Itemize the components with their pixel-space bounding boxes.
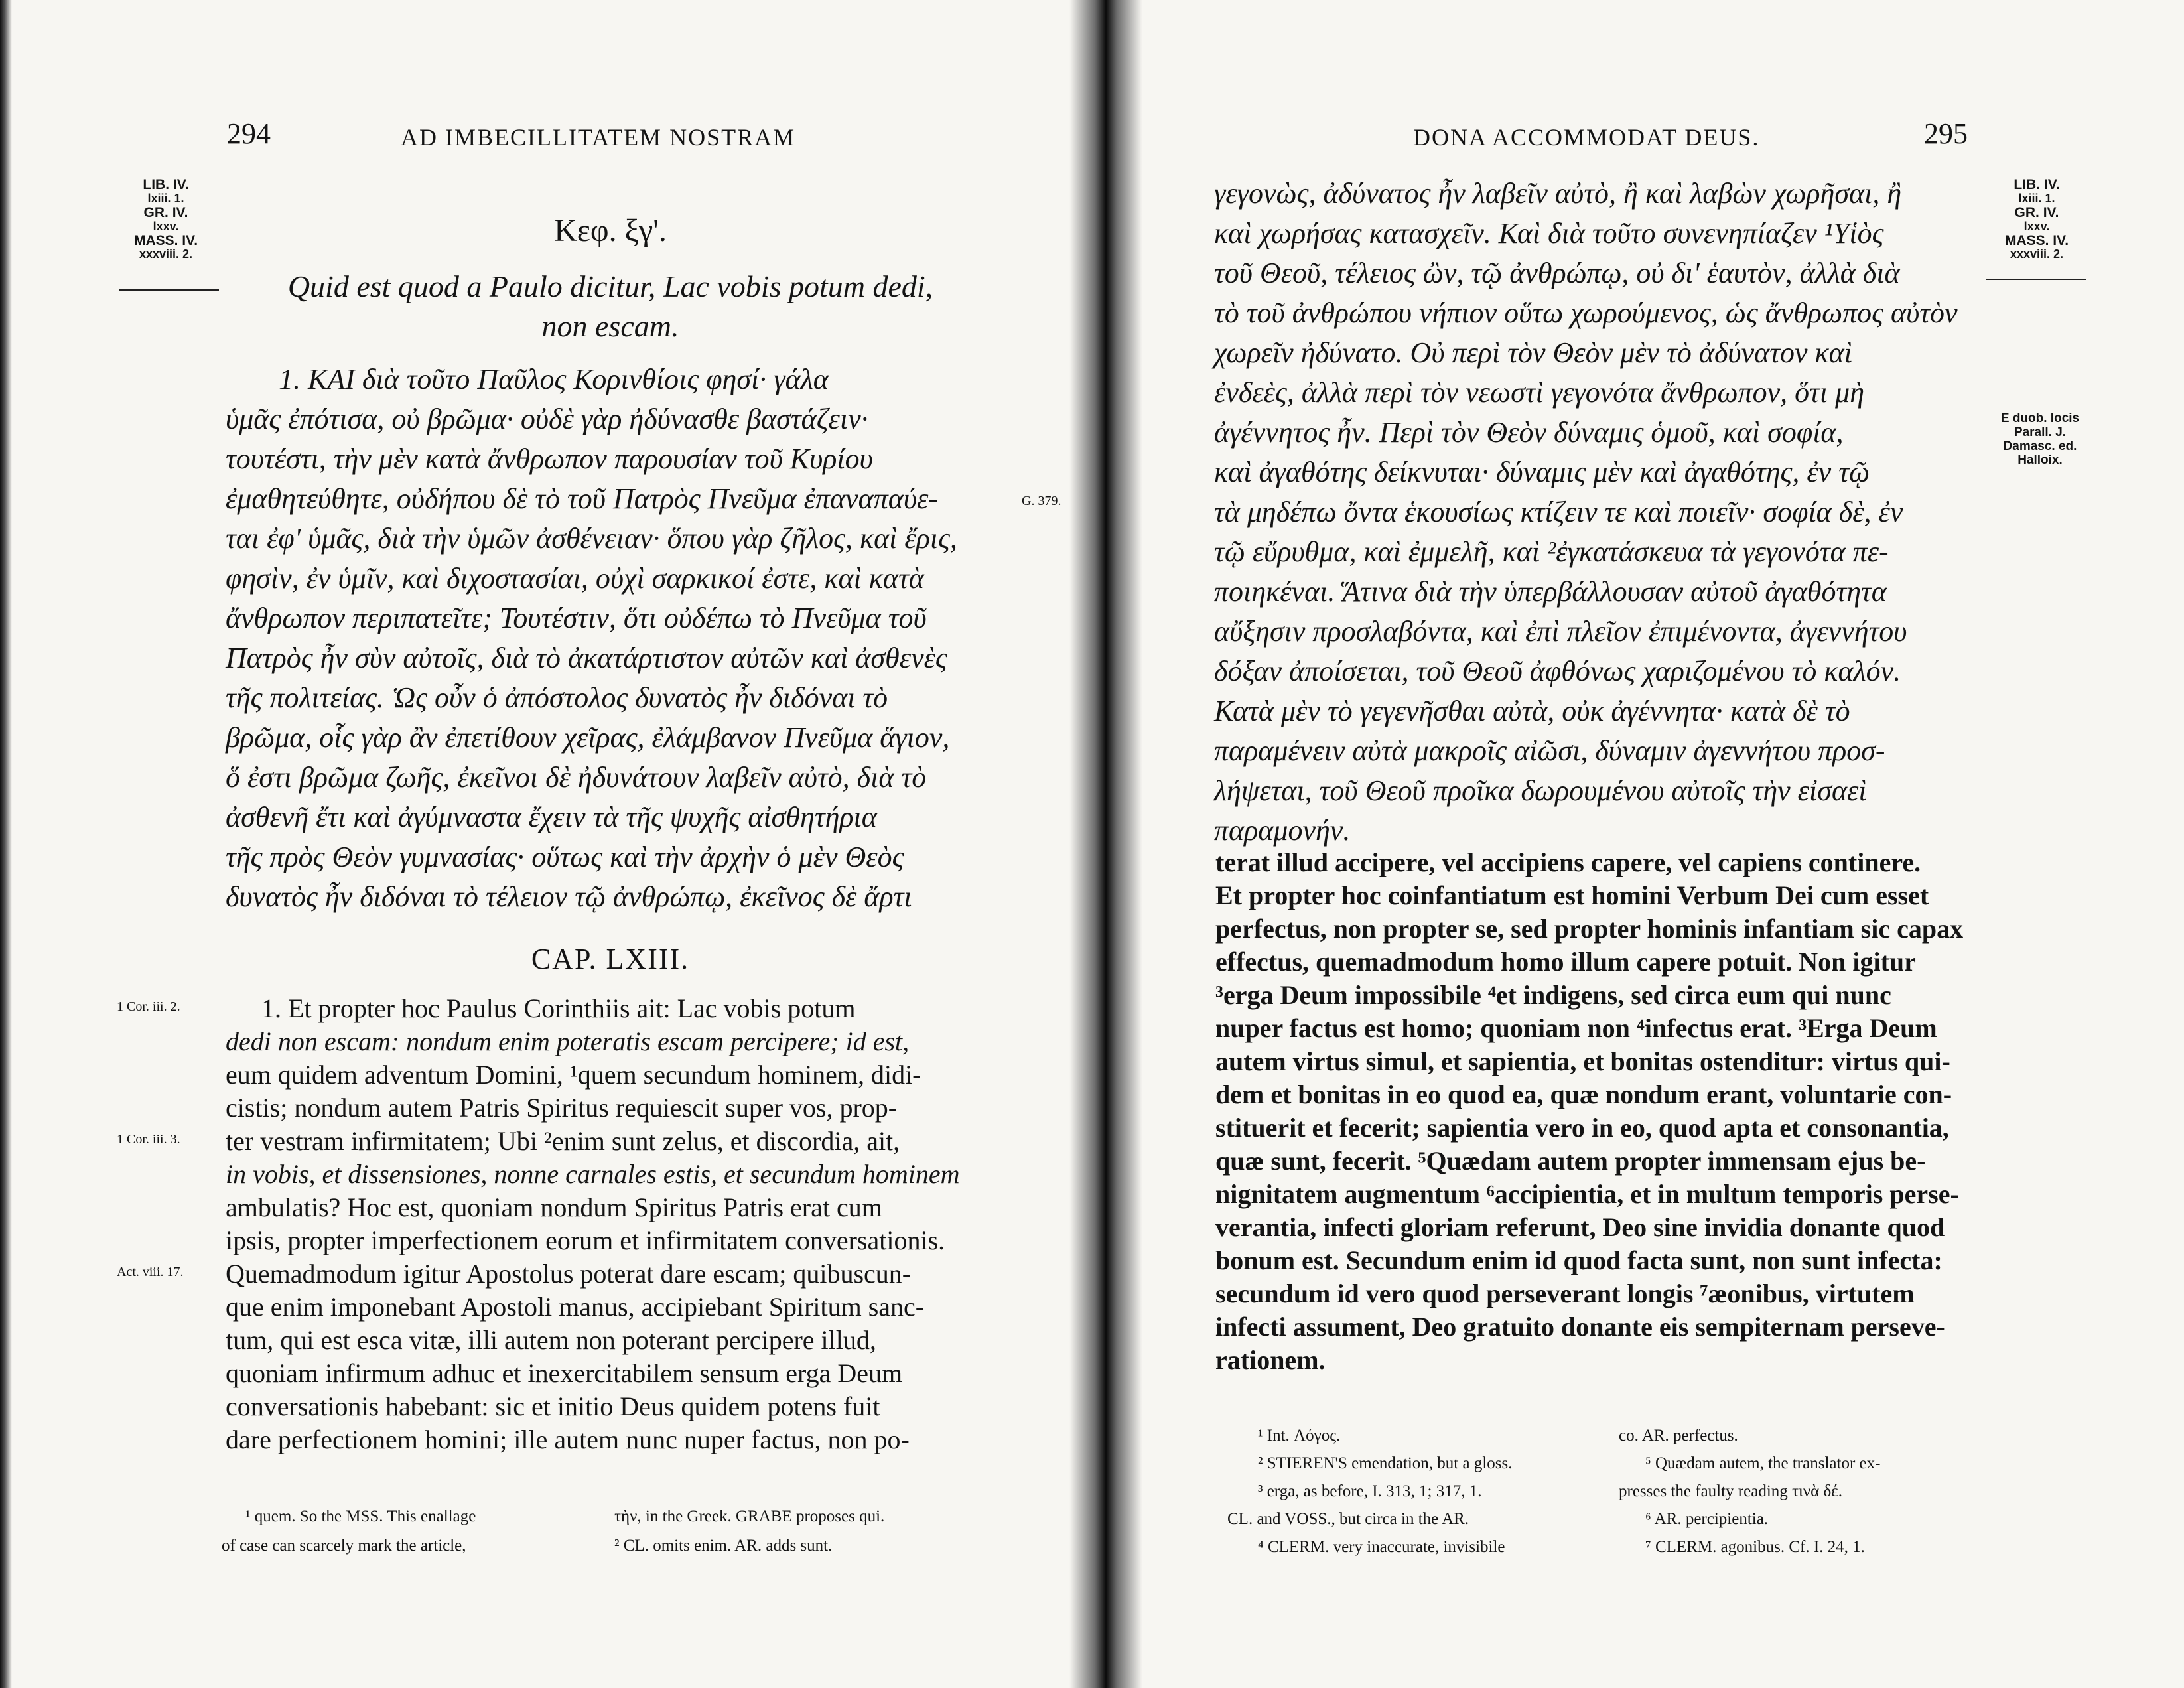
latin-line: nignitatem augmentum ⁶accipientia, et in multum temporis perse-: [1215, 1179, 1959, 1209]
right-page: [1101, 0, 2184, 1688]
footnote-line: co. AR. perfectus.: [1619, 1427, 1738, 1444]
scripture-reference: 1 Cor. iii. 3.: [117, 1132, 180, 1147]
latin-line: dedi non escam: nondum enim poteratis escam percipere; id est,: [226, 1026, 910, 1056]
greek-line: τὸ τοῦ ἀνθρώπου νήπιον οὕτω χωρούμενος, ὡς ἄνθρωπος αὐτὸν: [1214, 297, 1958, 329]
chapter-subtitle-line-1: Quid est quod a Paulo dicitur, Lac vobis potum dedi,: [287, 269, 933, 303]
latin-line: ambulatis? Hoc est, quoniam nondum Spiritus Patris erat cum: [226, 1192, 882, 1222]
footnote-line: ¹ Int. Λόγος.: [1258, 1427, 1341, 1444]
greek-line: ἄνθρωπον περιπατεῖτε; Τουτέστιν, ὅτι οὐδέπω τὸ Πνεῦμα τοῦ: [226, 602, 927, 634]
greek-line: παραμονήν.: [1214, 814, 1351, 847]
greek-line: δυνατὸς ἦν διδόναι τὸ τέλειον τῷ ἀνθρώπῳ, ἐκεῖνος δὲ ἄρτι: [226, 880, 912, 913]
greek-line: παραμένειν αὐτὰ μακροῖς αἰῶσι, δύναμιν ἀγεννήτου προσ-: [1214, 735, 1885, 767]
greek-line: γεγονὼς, ἀδύνατος ἦν λαβεῖν αὐτὸ, ἢ καὶ λαβὼν χωρῆσαι, ἢ: [1214, 177, 1902, 210]
footnote-line: ⁷ CLERM. agonibus. Cf. I. 24, 1.: [1645, 1538, 1865, 1556]
greek-line: ἀσθενῆ ἔτι καὶ ἀγύμναστα ἔχειν τὰ τῆς ψυχῆς αἰσθητήρια: [226, 801, 877, 833]
latin-line: nuper factus est homo; quoniam non ⁴infectus erat. ³Erga Deum: [1215, 1013, 1937, 1043]
footnote-line: ⁴ CLERM. very inaccurate, invisibile: [1258, 1538, 1505, 1556]
page-number: 295: [1924, 117, 1968, 150]
footnote-line: τὴν, in the Greek. GRABE proposes qui.: [614, 1508, 885, 1525]
latin-line: autem virtus simul, et sapientia, et bonitas ostenditur: virtus qui-: [1215, 1046, 1950, 1076]
source-margin-note: E duob. locis Parall. J. Damasc. ed. Halloix.: [2000, 411, 2080, 467]
greek-line: ἐνδεὲς, ἀλλὰ περὶ τὸν νεωστὶ γεγονότα ἄνθρωπον, ὅτι μὴ: [1214, 376, 1865, 409]
latin-line: secundum id vero quod perseverant longis ⁷æonibus, virtutem: [1215, 1279, 1915, 1308]
greek-line: ὑμᾶς ἐπότισα, οὐ βρῶμα· οὐδὲ γὰρ ἠδύνασθε βαστάζειν·: [226, 403, 868, 435]
greek-line: τῆς πολιτείας. Ὡς οὖν ὁ ἀπόστολος δυνατὸς ἦν διδόναι τὸ: [226, 681, 888, 714]
latin-line: dem et bonitas in eo quod ea, quæ nondum erant, voluntarie con-: [1215, 1080, 1952, 1109]
footnote-line: ⁵ Quædam autem, the translator ex-: [1645, 1454, 1881, 1472]
greek-line: χωρεῖν ἠδύνατο. Οὐ περὶ τὸν Θεὸν μὲν τὸ ἀδύνατον καὶ: [1214, 336, 1852, 369]
greek-line: δόξαν ἀποίσεται, τοῦ Θεοῦ ἀφθόνως χαριζομένου τὸ καλόν.: [1214, 655, 1901, 687]
latin-line: terat illud accipere, vel accipiens capere, vel capiens continere.: [1215, 847, 1921, 877]
book-gutter-shadow: [1069, 0, 1142, 1688]
running-head: AD IMBECILLITATEM NOSTRAM: [401, 124, 796, 151]
greek-chapter-heading: Κεφ. ξγ'.: [554, 213, 667, 248]
footnote-line: ⁶ AR. percipientia.: [1645, 1510, 1769, 1528]
latin-line: Et propter hoc coinfantiatum est homini Verbum Dei cum esset: [1215, 880, 1929, 910]
latin-line: quoniam infirmum adhuc et inexercitabilem sensum erga Deum: [226, 1358, 903, 1388]
latin-line: ter vestram infirmitatem; Ubi ²enim sunt zelus, et discordia, ait,: [226, 1126, 900, 1156]
latin-line: tum, qui est esca vitæ, illi autem non poterant percipere illud,: [226, 1325, 876, 1355]
footnote-line: ¹ quem. So the MSS. This enallage: [245, 1508, 476, 1525]
margin-reference: LIB. IV. lxiii. 1. GR. IV. lxxv. MASS. IV. xxxviii. 2.: [133, 177, 198, 261]
latin-chapter-heading: CAP. LXIII.: [531, 943, 690, 975]
scripture-reference: 1 Cor. iii. 2.: [117, 999, 180, 1014]
greek-line: καὶ χωρήσας κατασχεῖν. Καὶ διὰ τοῦτο συνενηπίαζεν ¹Υἱὸς: [1214, 217, 1884, 249]
latin-line: infecti assument, Deo gratuito donante eis sempiternam perseve-: [1215, 1312, 1945, 1342]
latin-line: rationem.: [1215, 1345, 1326, 1375]
chapter-subtitle-line-2: non escam.: [541, 309, 679, 343]
latin-line: perfectus, non propter se, sed propter hominis infantiam sic capax: [1215, 914, 1964, 944]
latin-line: quæ sunt, fecerit. ⁵Quædam autem propter immensam ejus be-: [1215, 1146, 1926, 1176]
latin-line: Quemadmodum igitur Apostolus poterat dare escam; quibuscun-: [226, 1259, 912, 1289]
latin-line: effectus, quemadmodum homo illum capere potuit. Non igitur: [1215, 947, 1916, 977]
greek-line: λήψεται, τοῦ Θεοῦ προῖκα δωρουμένου αὐτοῖς τὴν εἰσαεὶ: [1214, 774, 1867, 807]
footnote-line: CL. and VOSS., but circa in the AR.: [1227, 1510, 1469, 1528]
margin-reference: LIB. IV. lxiii. 1. GR. IV. lxxv. MASS. IV. xxxviii. 2.: [2004, 177, 2069, 261]
greek-line: 1. ΚΑΙ διὰ τοῦτο Παῦλος Κορινθίοις φησί· γάλα: [279, 363, 829, 395]
greek-line: ται ἐφ' ὑμᾶς, διὰ τὴν ὑμῶν ἀσθένειαν· ὅπου γὰρ ζῆλος, καὶ ἔρις,: [226, 522, 957, 555]
latin-line: que enim imponebant Apostoli manus, accipiebant Spiritum sanc-: [226, 1292, 925, 1322]
running-head: DONA ACCOMMODAT DEUS.: [1413, 124, 1760, 151]
latin-line: ³erga Deum impossibile ⁴et indigens, sed circa eum qui nunc: [1215, 980, 1891, 1010]
greek-line: τῆς πρὸς Θεὸν γυμνασίας· οὕτως καὶ τὴν ἀρχὴν ὁ μὲν Θεὸς: [226, 841, 904, 873]
greek-line: καὶ ἀγαθότης δείκνυται· δύναμις μὲν καὶ ἀγαθότης, ἐν τῷ: [1214, 456, 1870, 488]
footnote-line: ² STIEREN'S emendation, but a gloss.: [1258, 1454, 1513, 1472]
latin-line: cistis; nondum autem Patris Spiritus requiescit super vos, prop-: [226, 1093, 898, 1123]
page-number: 294: [227, 117, 271, 150]
latin-line: ipsis, propter imperfectionem eorum et infirmitatem conversationis.: [226, 1226, 945, 1255]
scripture-reference: Act. viii. 17.: [117, 1265, 184, 1279]
margin-rule: [119, 289, 219, 291]
greek-line: αὔξησιν προσλαβόντα, καὶ ἐπὶ πλεῖον ἐπιμένοντα, ἀγεννήτου: [1214, 615, 1907, 648]
latin-line: in vobis, et dissensiones, nonne carnales estis, et secundum hominem: [226, 1159, 960, 1189]
greek-line: τουτέστι, τὴν μὲν κατὰ ἄνθρωπον παρουσίαν τοῦ Κυρίου: [226, 443, 873, 475]
footnote-line: ² CL. omits enim. AR. adds sunt.: [614, 1537, 833, 1555]
greek-line: ὅ ἐστι βρῶμα ζωῆς, ἐκεῖνοι δὲ ἠδυνάτουν λαβεῖν αὐτὸ, διὰ τὸ: [226, 761, 927, 794]
greek-line: φησὶν, ἐν ὑμῖν, καὶ διχοστασίαι, οὐχὶ σαρκικοί ἐστε, καὶ κατὰ: [226, 562, 924, 595]
latin-line: bonum est. Secundum enim id quod facta sunt, non sunt infecta:: [1215, 1245, 1943, 1275]
greek-line: τῷ εὔρυθμα, καὶ ἐμμελῆ, καὶ ²ἐγκατάσκευα τὰ γεγονότα πε-: [1214, 535, 1889, 568]
latin-line: eum quidem adventum Domini, ¹quem secundum hominem, didi-: [226, 1060, 921, 1090]
greek-line: ἐμαθητεύθητε, οὐδήπου δὲ τὸ τοῦ Πατρὸς Πνεῦμα ἐπαναπαύε-: [226, 482, 939, 515]
greek-line: τὰ μηδέπω ὄντα ἑκουσίως κτίζειν τε καὶ ποιεῖν· σοφία δὲ, ἐν: [1214, 496, 1903, 528]
latin-line: dare perfectionem homini; ille autem nunc nuper factus, non po-: [226, 1425, 910, 1454]
footnote-line: of case can scarcely mark the article,: [222, 1537, 466, 1555]
footnote-line: ³ erga, as before, I. 313, 1; 317, 1.: [1258, 1482, 1482, 1500]
greek-line: βρῶμα, οἷς γὰρ ἂν ἐπετίθουν χεῖρας, ἐλάμβανον Πνεῦμα ἅγιον,: [226, 721, 950, 754]
greek-line: Πατρὸς ἦν σὺν αὐτοῖς, διὰ τὸ ἀκατάρτιστον αὐτῶν καὶ ἀσθενὲς: [226, 642, 947, 674]
footnote-line: presses the faulty reading τινὰ δέ.: [1619, 1482, 1842, 1500]
greek-line: ἀγέννητος ἦν. Περὶ τὸν Θεὸν δύναμις ὁμοῦ, καὶ σοφία,: [1214, 416, 1844, 449]
latin-line: conversationis habebant: sic et initio Deus quidem potens fuit: [226, 1391, 880, 1421]
latin-line: 1. Et propter hoc Paulus Corinthiis ait: Lac vobis potum: [261, 993, 856, 1023]
latin-line: stituerit et fecerit; sapientia vero in eo, quod apta et consonantia,: [1215, 1113, 1949, 1143]
grabe-page-marker: G. 379.: [1022, 494, 1061, 508]
page-edge-shadow: [0, 0, 12, 1688]
greek-line: Κατὰ μὲν τὸ γεγενῆσθαι αὐτὰ, οὐκ ἀγέννητα· κατὰ δὲ τὸ: [1214, 695, 1850, 727]
greek-line: τοῦ Θεοῦ, τέλειος ὢν, τῷ ἀνθρώπῳ, οὐ δι' ἑαυτὸν, ἀλλὰ διὰ: [1214, 257, 1900, 289]
margin-rule: [1986, 279, 2086, 280]
latin-line: verantia, infecti gloriam referunt, Deo sine invidia donante quod: [1215, 1212, 1945, 1242]
greek-line: ποιηκέναι. Ἅτινα διὰ τὴν ὑπερβάλλουσαν αὐτοῦ ἀγαθότητα: [1214, 575, 1887, 608]
